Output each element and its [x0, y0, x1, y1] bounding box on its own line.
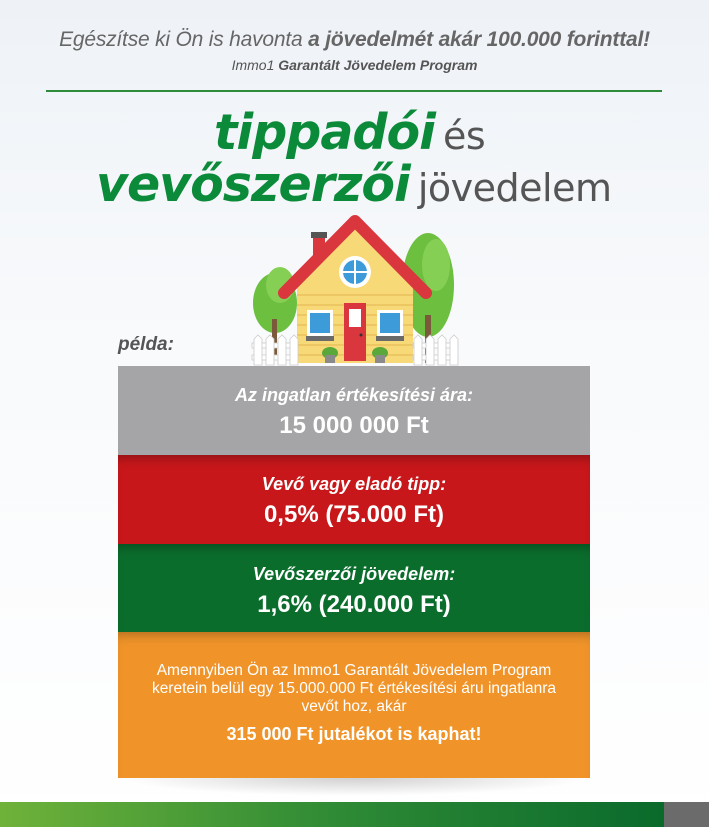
price-band — [118, 366, 590, 455]
program-subtitle — [0, 57, 709, 73]
price-value: 15 000 000 Ft — [279, 412, 429, 439]
bonus-text: Amennyiben Ön az Immo1 Garantált Jövedelem Program keretein belül egy 15.000.000 Ft értékesítési áru ingatlanra vevőt hoz, akár — [151, 662, 557, 715]
bonus-value: 315 000 Ft jutalékot is kaphat! — [226, 724, 482, 744]
footer-green-bar — [0, 802, 664, 827]
buyer-label: Vevőszerzői jövedelem: — [252, 564, 456, 584]
tagline-emphasis: a jövedelmét akár 100.000 forinttal! — [308, 28, 650, 51]
house-icon — [250, 215, 460, 370]
buyer-value: 1,6% (240.000 Ft) — [257, 591, 451, 618]
tip-value: 0,5% (75.000 Ft) — [263, 501, 445, 528]
price-label: Az ingatlan értékesítési ára: — [234, 385, 474, 405]
tagline-prefix: Egészítse ki Ön is havonta — [59, 28, 309, 51]
tagline — [0, 28, 709, 52]
headline-connector: és — [442, 114, 486, 158]
tip-band — [118, 455, 590, 544]
footer-gray-bar — [664, 802, 709, 827]
example-label: példa: — [118, 334, 174, 355]
fence-right-icon — [413, 335, 458, 365]
headline-word-jovedelem: jövedelem — [417, 166, 612, 210]
buyer-band — [118, 544, 590, 632]
headline-line-2 — [96, 156, 611, 213]
headline-word-tippadoi: tippadói — [214, 104, 435, 161]
headline-line-1 — [214, 104, 485, 161]
tip-label: Vevő vagy eladó tipp: — [261, 474, 447, 494]
bonus-band — [118, 632, 590, 778]
header-divider — [46, 90, 662, 92]
band-shadow — [118, 778, 590, 796]
program-prefix: Immo1 — [231, 57, 279, 73]
program-name: Garantált Jövedelem Program — [278, 57, 478, 73]
headline-word-vevoszerzoi: vevőszerzői — [96, 156, 410, 213]
